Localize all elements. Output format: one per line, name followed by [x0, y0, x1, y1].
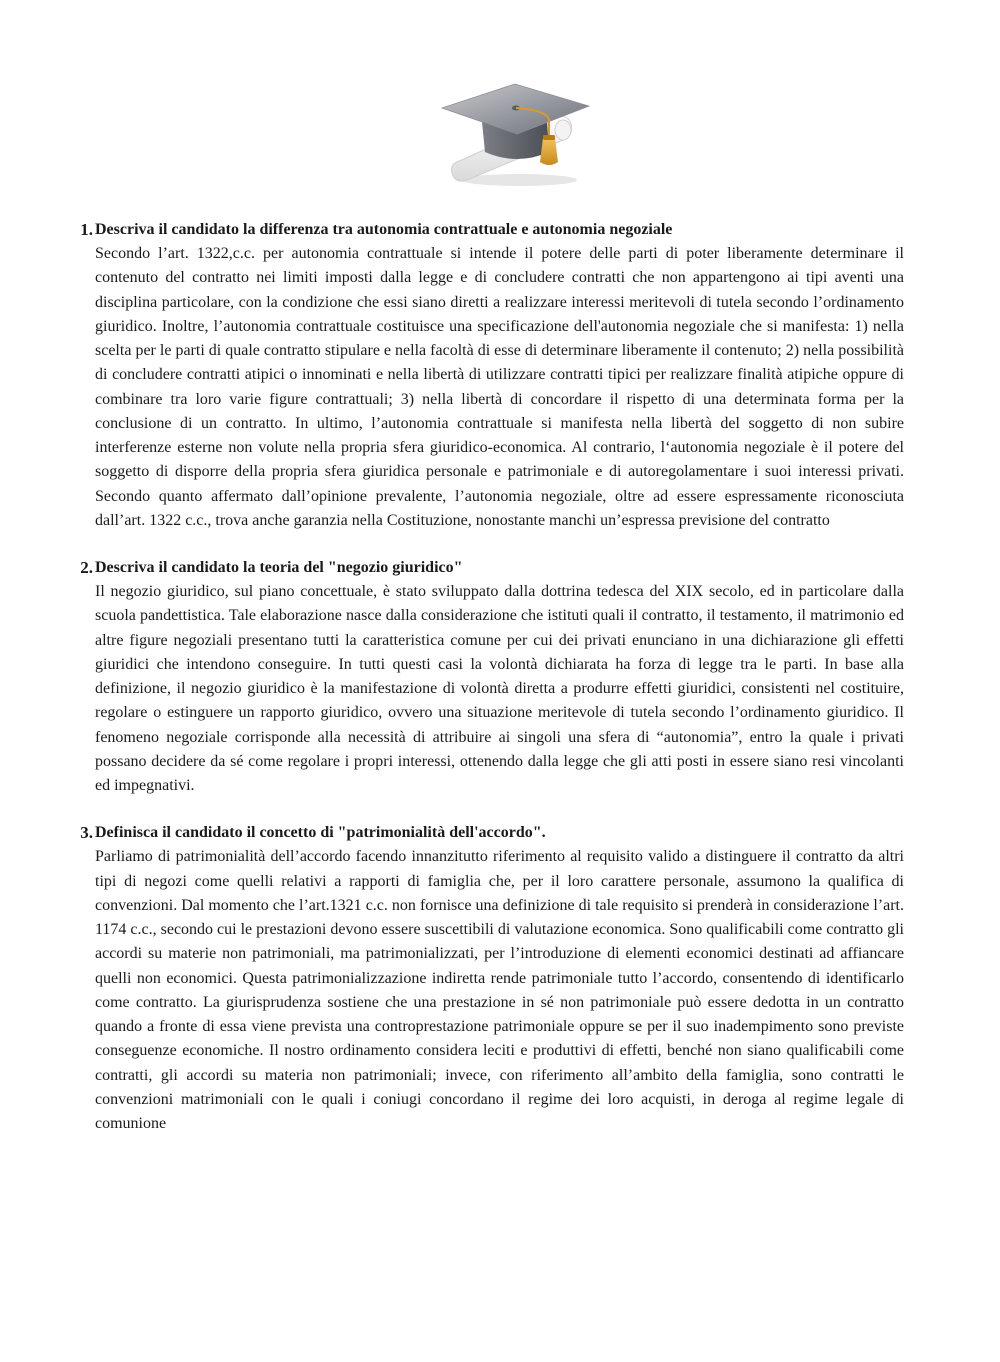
question-title: Definisca il candidato il concetto di "patrimonialità dell'accordo". [95, 824, 546, 842]
question-title: Descriva il candidato la differenza tra autonomia contrattuale e autonomia negoziale [95, 221, 673, 238]
answer-text: Il negozio giuridico, sul piano concettuale, è stato sviluppato dalla dottrina tedesca del XIX secolo, ed in particolare dalla scuola pandettistica. Tale elaborazione nasce dalla considerazione che istituti quali il contratto, il testamento, il matrimonio ed altre figure negoziali presentano tutti la caratteristica comune per cui dei privati enunciano in una dichiarazione gli effetti giuridici che intendono conseguire. In tutti questi casi la volontà dichiarata ha forza di legge tra le parti. In base alla definizione, il negozio giuridico è la manifestazione di volontà diretta a produrre effetti giuridici, consistenti nel costituire, regolare o estinguere un rapporto giuridico, ovvero una situazione meritevole di tutela secondo l’ordinamento giuridico. Il fenomeno negoziale corrisponde alla necessità di attribuire ai singoli una sfera di “autonomia”, entro la quale i privati possano decidere da sé come regolare i propri interessi, ottenendo dalla legge che gli atti posti in essere siano resi vincolanti ed impegnativi. [95, 583, 904, 794]
question-2 [63, 556, 904, 798]
question-title: Descriva il candidato la teoria del "negozio giuridico" [95, 559, 463, 576]
graduation-cap-diploma-icon [437, 80, 597, 190]
question-number: 3. [80, 823, 93, 843]
question-number: 2. [80, 558, 93, 577]
answer-text: Secondo l’art. 1322,c.c. per autonomia contrattuale si intende il potere delle parti di poter liberamente determinare il contenuto del contratto nei limiti imposti dalla legge e di concludere contratti che non appartengono ai tipi aventi una disciplina particolare, con la condizione che essi siano diretti a realizzare interessi meritevoli di tutela secondo l’ordinamento giuridico. Inoltre, l’autonomia contrattuale costituisce una specificazione dell'autonomia negoziale che si manifesta: 1) nella scelta per le parti di quale contratto stipulare e nella facoltà di esse di determinare liberamente il contenuto; 2) nella possibilità di concludere contratti atipici o innominati e nella libertà di utilizzare contratti tipici per realizzare finalità atipiche oppure di combinare tra loro varie figure contrattuali; 3) nella libertà di concordare il rispetto di una determinata forma per la conclusione di un contratto. In ultimo, l’autonomia contrattuale si manifesta nella libertà del soggetto di non subire interferenze esterne non volute nella propria sfera giuridico-economica. Al contrario, l‘autonomia negoziale è il potere del soggetto di disporre della propria sfera giuridica personale e patrimoniale e di autoregolamentare i suoi interessi privati. Secondo quanto affermato dall’opinione prevalente, l’autonomia negoziale, oltre ad essere espressamente riconosciuta dall’art. 1322 c.c., trova anche garanzia nella Costituzione, nonostante manchi un’espressa previsione del contratto [95, 245, 904, 529]
answer-text: Parliamo di patrimonialità dell’accordo facendo innanzitutto riferimento al requisito valido a distinguere il contratto da altri tipi di negozi come quelli relativi a rapporti di famiglia che, per il loro carattere personale, assumono la qualifica di convenzioni. Dal momento che l’art.1321 c.c. non fornisce una definizione di tale requisito si prenderà in considerazione l’art. 1174 c.c., secondo cui le prestazioni devono essere suscettibili di valutazione economica. Sono qualificabili come contratto gli accordi su materie non patrimoniali, ma patrimonializzati, per l’introduzione di elementi economici destinati ad affiancare quelli non economici. Questa patrimonializzazione indiretta rende patrimoniale tutto l’accordo, consentendo di identificarlo come contratto. La giurisprudenza sostiene che una prestazione in sé non patrimoniale può essere dedotta in un contratto quando a fronte di essa viene prevista una controprestazione patrimoniale oppure se per il suo inadempimento sono previste conseguenze economiche. Il nostro ordinamento considera leciti e produttivi di effetti, benché non siano qualificabili come contratti, gli accordi su materia non patrimoniali; invece, con riferimento all’ambito della famiglia, sono contratti le convenzioni matrimoniali con le quali i coniugi concordano il regime dei loro acquisti, in deroga al regime legale di comunione [95, 848, 904, 1132]
document-content [63, 218, 904, 1159]
question-3 [63, 821, 904, 1136]
question-1 [63, 218, 904, 533]
question-number: 1. [80, 220, 93, 239]
